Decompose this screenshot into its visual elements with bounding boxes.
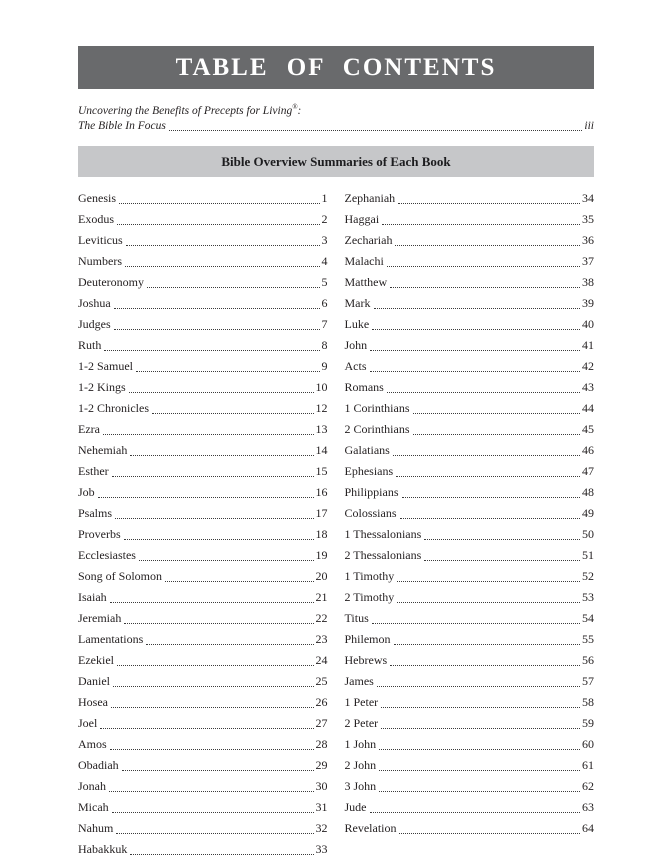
page-number: 44 [582,401,594,415]
page-number: 14 [315,443,328,457]
dot-leader [169,130,583,131]
book-name: Malachi [344,254,384,268]
dot-leader [115,518,313,519]
dot-leader [136,371,320,372]
dot-leader [114,329,320,330]
page-number: 61 [582,758,594,772]
page-number: 34 [582,191,594,205]
dot-leader [387,392,580,393]
dot-leader [165,581,313,582]
section-header: Bible Overview Summaries of Each Book [221,153,451,169]
toc-entry [78,293,328,314]
book-name: Revelation [344,821,397,835]
toc-entry [78,398,328,419]
toc-entry [78,650,328,671]
dot-leader [112,812,314,813]
toc-entry [345,503,595,524]
page-number: 45 [582,422,594,436]
page-number: 60 [582,737,594,751]
page-number: 50 [582,527,594,541]
book-name: Titus [344,611,369,625]
dot-leader [377,686,580,687]
toc-entry [345,482,595,503]
toc-entry [345,545,595,566]
toc-entry [78,566,328,587]
book-name: Hosea [78,695,108,709]
toc-entry [345,377,595,398]
page-number: 17 [315,506,328,520]
page-number: 19 [315,548,328,562]
page-number: 13 [315,422,328,436]
dot-leader [379,770,580,771]
page-number: 36 [582,233,594,247]
toc-entry [345,440,595,461]
book-name: Romans [344,380,384,394]
dot-leader [413,413,581,414]
toc-entry [345,692,595,713]
dot-leader [381,728,580,729]
toc-column-left [78,188,328,860]
toc-entry [78,524,328,545]
toc-entry [345,608,595,629]
book-name: Philemon [344,632,391,646]
dot-leader [372,329,580,330]
page-number: 5 [321,275,328,289]
page-number: 41 [582,338,594,352]
intro-line2-title: The Bible In Focus [78,120,166,133]
dot-leader [372,623,580,624]
dot-leader [124,539,314,540]
dot-leader [394,644,580,645]
page-number: 62 [582,779,594,793]
intro-line1-colon: : [297,104,302,117]
page-number: 32 [315,821,328,835]
book-name: Nahum [78,821,114,835]
dot-leader [370,371,581,372]
dot-leader [110,602,314,603]
dot-leader [117,665,314,666]
toc-entry [345,272,595,293]
book-name: Jonah [78,779,106,793]
book-name: John [344,338,368,352]
page-number: 6 [321,296,328,310]
page-number: 26 [315,695,328,709]
page-number: 49 [582,506,594,520]
dot-leader [379,791,580,792]
toc-entry [345,419,595,440]
page-number: 46 [582,443,594,457]
page-number: 43 [582,380,594,394]
toc-entry [345,293,595,314]
page-number: 55 [582,632,594,646]
toc-entry [345,587,595,608]
dot-leader [119,203,320,204]
dot-leader [393,455,580,456]
dot-leader [109,791,314,792]
book-name: Exodus [78,212,114,226]
toc-entry [78,839,328,860]
dot-leader [402,497,580,498]
page-number: 12 [315,401,328,415]
page-number: 53 [582,590,594,604]
dot-leader [111,707,314,708]
toc-entry [78,188,328,209]
dot-leader [152,413,314,414]
dot-leader [103,434,314,435]
book-name: Obadiah [78,758,119,772]
toc-entry [78,440,328,461]
dot-leader [110,749,314,750]
page-number: 9 [321,359,328,373]
toc-entry [345,314,595,335]
page-number: 58 [582,695,594,709]
book-name: Song of Solomon [78,569,163,583]
dot-leader [116,833,313,834]
toc-entry [78,272,328,293]
book-name: 2 Timothy [344,590,395,604]
page-number: 51 [582,548,594,562]
dot-leader [379,749,580,750]
book-name: Isaiah [78,590,107,604]
page-number: 1 [321,191,328,205]
book-name: 1 Thessalonians [344,527,422,541]
book-name: Ecclesiastes [78,548,136,562]
book-name: Leviticus [78,233,123,247]
intro-line2 [78,119,594,135]
toc-entry [78,608,328,629]
toc-entry [345,356,595,377]
toc-entry [345,230,595,251]
page-number: 57 [582,674,594,688]
page-number: 40 [582,317,594,331]
toc-entry [345,713,595,734]
toc-entry [78,713,328,734]
toc-entry [78,587,328,608]
page-number: 29 [315,758,328,772]
book-name: 1-2 Chronicles [78,401,149,415]
toc-entry [345,776,595,797]
dot-leader [147,287,320,288]
page-number: 8 [321,338,328,352]
page-number: 33 [315,842,328,856]
page-number: 39 [582,296,594,310]
book-name: Ephesians [344,464,394,478]
page-number: 23 [315,632,328,646]
toc-entry [345,524,595,545]
page-number: 35 [582,212,594,226]
dot-leader [117,224,320,225]
toc-entry [78,734,328,755]
toc-columns [78,188,594,860]
toc-entry [345,461,595,482]
toc-entry [78,335,328,356]
registered-mark: ® [292,103,298,111]
dot-leader [396,476,580,477]
dot-leader [398,203,580,204]
toc-entry [78,818,328,839]
book-name: Proverbs [78,527,121,541]
book-name: Judges [78,317,111,331]
book-name: Zechariah [344,233,393,247]
book-name: Joshua [78,296,111,310]
book-name: 1-2 Kings [78,380,126,394]
toc-entry [78,251,328,272]
book-name: Mark [344,296,371,310]
dot-leader [104,350,319,351]
page-number: 42 [582,359,594,373]
dot-leader [387,266,580,267]
toc-entry [78,755,328,776]
toc-entry [345,188,595,209]
dot-leader [424,539,580,540]
page-number: 25 [315,674,328,688]
book-name: Galatians [344,443,390,457]
page-number: 30 [315,779,328,793]
page-number: 48 [582,485,594,499]
book-name: Matthew [344,275,388,289]
book-name: Jude [344,800,367,814]
book-name: Colossians [344,506,397,520]
page-number: 27 [315,716,328,730]
book-name: Lamentations [78,632,144,646]
toc-entry [78,671,328,692]
dot-leader [381,707,580,708]
toc-column-right [345,188,595,860]
page-number: 3 [321,233,328,247]
toc-entry [345,335,595,356]
dot-leader [382,224,580,225]
toc-entry [345,251,595,272]
dot-leader [370,812,581,813]
book-name: Ezekiel [78,653,114,667]
book-name: Esther [78,464,109,478]
dot-leader [130,854,313,855]
toc-entry [345,209,595,230]
book-name: 1 Timothy [344,569,395,583]
book-name: Hebrews [344,653,388,667]
section-header-bar [78,146,594,177]
page-number: 47 [582,464,594,478]
dot-leader [100,728,313,729]
book-name: 1 John [344,737,377,751]
book-name: Psalms [78,506,113,520]
toc-entry [78,629,328,650]
toc-entry [78,419,328,440]
toc-entry [345,797,595,818]
page-number: 22 [315,611,328,625]
dot-leader [397,581,580,582]
book-name: Habakkuk [78,842,128,856]
toc-entry [345,398,595,419]
book-name: Ruth [78,338,102,352]
dot-leader [390,287,580,288]
dot-leader [400,518,580,519]
page-number: 56 [582,653,594,667]
page-number: 20 [315,569,328,583]
toc-entry [78,377,328,398]
toc-entry [78,230,328,251]
toc-entry [345,755,595,776]
toc-entry [78,776,328,797]
dot-leader [390,665,580,666]
dot-leader [399,833,580,834]
intro-line1-text: Uncovering the Benefits of Precepts for Living [78,104,293,117]
page-number: 2 [321,212,328,226]
page-number: 38 [582,275,594,289]
book-name: Jeremiah [78,611,122,625]
toc-entry [78,503,328,524]
book-name: Luke [344,317,370,331]
dot-leader [114,308,320,309]
page-number: 28 [315,737,328,751]
toc-entry [345,566,595,587]
dot-leader [112,476,314,477]
toc-entry [78,797,328,818]
toc-entry [78,314,328,335]
page-number: 21 [315,590,328,604]
page-number: 31 [315,800,328,814]
toc-entry [345,671,595,692]
page-title-bar [78,46,594,89]
toc-entry [78,692,328,713]
dot-leader [126,245,320,246]
dot-leader [146,644,313,645]
dot-leader [130,455,313,456]
dot-leader [98,497,314,498]
dot-leader [125,266,320,267]
book-name: Ezra [78,422,100,436]
book-name: 3 John [344,779,377,793]
dot-leader [139,560,314,561]
intro-line2-page-number: iii [584,120,594,133]
book-name: Numbers [78,254,122,268]
toc-entry [345,629,595,650]
book-name: Job [78,485,95,499]
book-name: 1-2 Samuel [78,359,133,373]
page-number: 16 [315,485,328,499]
book-name: Acts [344,359,367,373]
dot-leader [370,350,580,351]
book-name: 2 Peter [344,716,379,730]
toc-entry [78,461,328,482]
book-name: James [344,674,374,688]
book-name: 1 Peter [344,695,379,709]
page-number: 52 [582,569,594,583]
page-number: 4 [321,254,328,268]
book-name: Genesis [78,191,116,205]
book-name: Micah [78,800,109,814]
intro-line1 [78,100,594,119]
page-number: 7 [321,317,328,331]
toc-entry [78,209,328,230]
book-name: 2 Corinthians [344,422,410,436]
page-number: 18 [315,527,328,541]
dot-leader [122,770,314,771]
page-number: 64 [582,821,594,835]
book-name: Zephaniah [344,191,396,205]
toc-entry [78,482,328,503]
toc-entry [345,818,595,839]
toc-entry [345,734,595,755]
book-name: 2 John [344,758,377,772]
book-name: Deuteronomy [78,275,144,289]
dot-leader [374,308,581,309]
dot-leader [395,245,580,246]
dot-leader [129,392,314,393]
page-number: 63 [582,800,594,814]
book-name: Haggai [344,212,380,226]
intro-entry [78,100,594,135]
book-name: Joel [78,716,98,730]
page-number: 10 [315,380,328,394]
book-name: 2 Thessalonians [344,548,422,562]
dot-leader [413,434,581,435]
toc-entry [78,545,328,566]
page-number: 37 [582,254,594,268]
dot-leader [113,686,314,687]
book-name: Amos [78,737,107,751]
toc-entry [345,650,595,671]
toc-entry [78,356,328,377]
dot-leader [397,602,580,603]
dot-leader [424,560,580,561]
book-name: 1 Corinthians [344,401,410,415]
book-name: Daniel [78,674,110,688]
page-number: 15 [315,464,328,478]
book-name: Philippians [344,485,399,499]
dot-leader [124,623,313,624]
page-number: 54 [582,611,594,625]
page-number: 59 [582,716,594,730]
page-number: 24 [315,653,328,667]
book-name: Nehemiah [78,443,128,457]
page-title: TABLE OF CONTENTS [175,54,497,81]
